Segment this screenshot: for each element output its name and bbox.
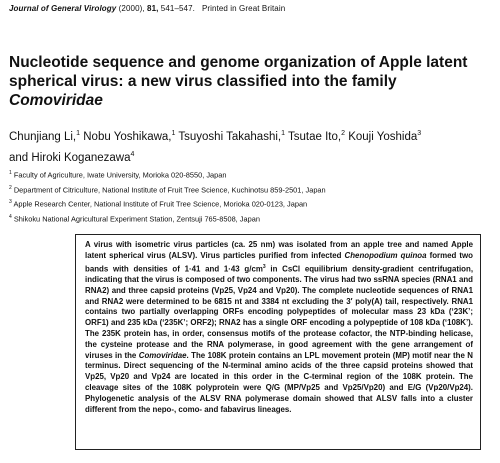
affiliation-text: Department of Citriculture, National Institute of Fruit Tree Science, Kuchinotsu 859-2501, Japan [13, 185, 326, 195]
author-sup: 1 [281, 130, 286, 137]
affiliation-num: 4 [9, 214, 12, 221]
abstract-host-name: Chenopodium quinoa [344, 250, 427, 260]
author-list [9, 125, 479, 167]
author-line-1 [9, 125, 479, 146]
abstract-part: in CsCl equilibrium density-gradient centrifugation, indicating that the virus is composed of two components. The virus had two ssRNA species (RNA1 and RNA2) and three capsid proteins (Vp25, Vp24 and Vp20). The complete nucleotide sequences of RNA1 and RNA2 were determined to be 6815 nt and 3384 nt excluding the 3′ poly(A) tail, respectively. RNA1 contains two partially overlapping ORFs encoding polypeptides of molecular mass 23 kDa (‘23K’; ORF1) and 235 kDa (‘235K’; ORF2); RNA2 has a single ORF encoding a polypeptide of 108 kDa (‘108K’). The 235K protein has, in order, consensus motifs of the protease cofactor, the NTP-binding helicase, the cysteine protease and the RNA polymerase, in good agreement with the gene arrangement of viruses in the [85, 264, 474, 360]
author-sup: 1 [76, 130, 81, 137]
affiliation-list [9, 167, 489, 226]
affiliation-item [9, 211, 489, 226]
author-sup: 2 [341, 130, 345, 137]
abstract-sup: 3 [262, 263, 266, 270]
abstract [85, 240, 473, 415]
article-title [9, 53, 489, 110]
title-line-1: Nucleotide sequence and genome organization of Apple latent [9, 54, 468, 71]
author-and: and [9, 151, 29, 164]
affiliation-item [9, 196, 489, 211]
author-sup: 1 [171, 130, 176, 137]
journal-name: Journal of General Virology [9, 4, 117, 13]
affiliation-item [9, 182, 489, 197]
journal-pages: 541–547. [160, 4, 195, 13]
abstract-part: A virus with isometric virus particles (ca. 25 nm) was isolated from an apple tree and named Apple latent spherical virus (ALSV). Virus particles purified from infected [85, 240, 473, 260]
affiliation-text: Apple Research Center, National Institute of Fruit Tree Science, Morioka 020-0123, Japan [13, 199, 308, 209]
printed-note: Printed in Great Britain [201, 4, 286, 13]
author-name: Hiroki Koganezawa [31, 151, 131, 164]
affiliation-item [9, 167, 489, 182]
author-name: Tsuyoshi Takahashi, [178, 130, 282, 143]
author-sup: 4 [130, 150, 135, 158]
author-name: Nobu Yoshikawa, [83, 130, 172, 143]
abstract-family-name: Comoviridae [138, 350, 187, 360]
title-family: Comoviridae [9, 92, 103, 109]
author-sup: 3 [417, 130, 422, 137]
author-name: Tsutae Ito, [288, 130, 342, 143]
abstract-part: formed two bands with densities of 1·41 and 1·43 g/cm [85, 250, 474, 274]
affiliation-num: 1 [9, 170, 12, 176]
author-name: Chunjiang Li, [9, 130, 77, 143]
affiliation-text: Shikoku National Agricultural Experiment Station, Zentsuji 765-8508, Japan [13, 214, 260, 224]
journal-volume: 81, [147, 4, 159, 13]
journal-year: (2000), [118, 4, 145, 13]
affiliation-num: 3 [9, 199, 12, 206]
affiliation-num: 2 [9, 184, 12, 191]
author-name: Kouji Yoshida [348, 130, 418, 143]
title-line-2: spherical virus: a new virus classified into the family [9, 73, 397, 90]
abstract-part: . The 108K protein contains an LPL movement protein (MP) motif near the N terminus. Direct sequencing of the N-terminal amino acids of the three capsid proteins showed that Vp25, Vp20 and Vp24 are located in this order in the C-terminal region of the 108K protein. The cleavage sites of the 108K polyprotein were Q/G (MP/Vp25 and Vp25/Vp20) and E/G (Vp20/Vp24). Phylogenetic analysis of the ALSV RNA polymerase domain showed that ALSV falls into a cluster different from the nepo-, como- and fabavirus lineages. [85, 350, 473, 414]
author-line-2 [9, 146, 479, 167]
affiliation-text: Faculty of Agriculture, Iwate University, Morioka 020-8550, Japan [13, 170, 227, 180]
journal-header [9, 4, 285, 13]
